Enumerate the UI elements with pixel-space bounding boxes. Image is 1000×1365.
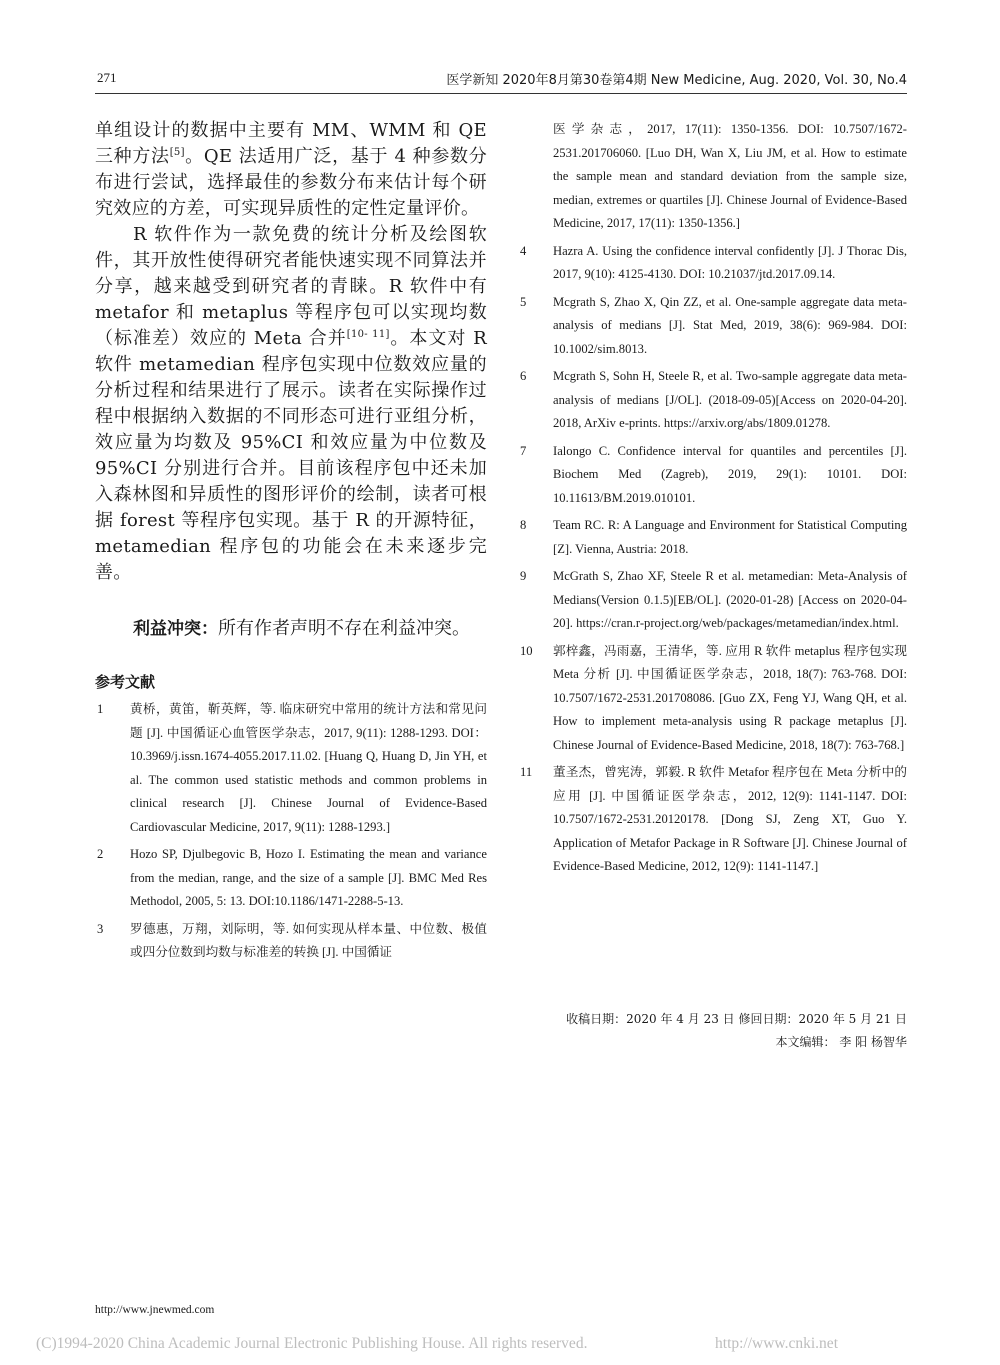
reference-9: 9 McGrath S, Zhao XF, Steele R et al. metamedian: Meta-Analysis of Medians(Version 0.1.5)[EB/OL]. (2020-01-28) [Access on 2020-04-20]. https://cran.r-project.org/web/packages/metamedian/index.html. (520, 569, 907, 630)
reference-list-left (95, 698, 487, 965)
references-heading: 参考文献 (95, 673, 156, 691)
copyright-text: (C)1994-2020 China Academic Journal Electronic Publishing House. All rights reserved. (36, 1335, 588, 1352)
conflict-label: 利益冲突： (133, 619, 218, 639)
body-paragraph-1: 单组设计的数据中主要有 MM、WMM 和 QE 三种方法[5]。QE 法适用广泛，基于 4 种参数分布进行尝试，选择最佳的参数分布来估计每个研究效应的方差，可实现异质性的定性定量评价。 (95, 120, 487, 219)
reference-10: 10 郭梓鑫，冯雨嘉，王清华，等. 应用 R 软件 metaplus 程序包实现 Meta 分析 [J]. 中国循证医学杂志，2018, 18(7): 763-768. DOI: 10.7507/1672-2531.201708086. [Guo ZX, Feng YJ, Wang QH, et al. How to implement meta-analysis using R package metaplus [J]. Chinese Journal of Evidence-Based Medicine, 2018, 18(7): 763-768.] (520, 643, 907, 752)
reference-11: 11 董圣杰，曾宪涛，郭毅. R 软件 Metafor 程序包在 Meta 分析中的应用 [J]. 中国循证医学杂志，2012, 12(9): 1141-1147. DOI: 10.7507/1672-2531.20120178. [Dong SJ, Zeng XT, Guo Y. Application of Metafor Package in R Software [J]. Chinese Journal of Evidence-Based Medicine, 2012, 12(9): 1141-1147.] (520, 765, 907, 873)
editor-line: 本文编辑： 李 阳 杨智华 (775, 1035, 907, 1049)
journal-citation-line: 医学新知 2020年8月第30卷第4期 New Medicine, Aug. 2020, Vol. 30, No.4 (446, 73, 907, 88)
conflict-text: 所有作者声明不存在利益冲突。 (218, 618, 470, 639)
conflict-of-interest (95, 616, 487, 642)
reference-5: 5 Mcgrath S, Zhao X, Qin ZZ, et al. One-sample aggregate data meta-analysis of medians [J]. Stat Med, 2019, 38(6): 969-984. DOI: 10.1002/sim.8013. (520, 294, 907, 356)
citation-5[interactable]: [5] (169, 147, 185, 158)
reference-4: 4 Hazra A. Using the confidence interval confidently [J]. J Thorac Dis, 2017, 9(10): 4125-4130. DOI: 10.21037/jtd.2017.09.14. (520, 243, 907, 281)
reference-list-right (518, 118, 907, 879)
left-column (95, 118, 487, 965)
reference-1: 1 黄桥，黄笛，靳英辉，等. 临床研究中常用的统计方法和常见问题 [J]. 中国循证心血管医学杂志，2017, 9(11): 1288-1293. DOI：10.3969/j.issn.1674-4055.2017.11.02. [Huang Q, Huang D, Jin YH, et al. The common used statistic methods and common problems in clinical research [J]. Chinese Journal of Evidence-Based Cardiovascular Medicine, 2017, 9(11): 1288-1293.] (97, 702, 487, 834)
body-paragraph-2: R 软件作为一款免费的统计分析及绘图软件，其开放性使得研究者能快速实现不同算法并分享，越来越受到研究者的青睐。R 软件中有 metafor 和 metaplus 等程序包可以实现均数（标准差）效应的 Meta 合并[10- 11]。本文对 R 软件 metamedian 程序包实现中位数效应量的分析过程和结果进行了展示。读者在实际操作过程中根据纳入数据的不同形态可进行亚组分析，效应量为均数及 95%CI 和效应量为中位数及 95%CI 分别进行合并。目前该程序包中还未加入森林图和异质性的图形评价的绘制，读者可根据 forest 等程序包实现。基于 R 的开源特征，metamedian 程序包的功能会在未来逐步完善。 (95, 224, 487, 583)
page-number: 271 (97, 70, 117, 85)
header-rule (95, 93, 907, 94)
reference-2: 2 Hozo SP, Djulbegovic B, Hozo I. Estimating the mean and variance from the median, range, and the size of a sample [J]. BMC Med Res Methodol, 2005, 5: 13. DOI:10.1186/1471-2288-5-13. (97, 847, 487, 908)
journal-url-link[interactable]: http://www.jnewmed.com (95, 1304, 215, 1316)
citation-10-11[interactable]: [10- 11] (346, 329, 390, 340)
reference-3: 3 罗德惠，万翔，刘际明，等. 如何实现从样本量、中位数、极值或四分位数到均数与标准差的转换 [J]. 中国循证 (97, 921, 487, 959)
reference-7: 7 Ialongo C. Confidence interval for quantiles and percentiles [J]. Biochem Med (Zagreb), 2019, 29(1): 10101. DOI: 10.11613/BM.2019.010101. (520, 443, 907, 505)
right-column (518, 118, 907, 879)
reference-6: 6 Mcgrath S, Sohn H, Steele R, et al. Two-sample aggregate data meta-analysis of medians [J/OL]. (2018-09-05)[Access on 2020-04-20]. 2018, ArXiv e-prints. https://arxiv.org/abs/1809.01278. (520, 369, 907, 430)
reference-3-continued: 医学杂志，2017, 17(11): 1350-1356. DOI: 10.7507/1672-2531.201706060. [Luo DH, Wan X, Liu JM, et al. How to estimate the sample mean and standard deviation from the sample size, median, extremes or quartiles [J]. Chinese Journal of Evidence-Based Medicine, 2017, 17(11): 1350-1356.] (553, 122, 907, 230)
cnki-copyright-watermark (36, 1335, 966, 1353)
reference-8: 8 Team RC. R: A Language and Environment for Statistical Computing [Z]. Vienna, Austria: 2018. (520, 518, 907, 556)
cnki-site-link[interactable]: http://www.cnki.net (715, 1335, 838, 1352)
running-header (95, 68, 907, 92)
receipt-dates: 收稿日期：2020 年 4 月 23 日 修回日期：2020 年 5 月 21 日 (566, 1012, 907, 1026)
